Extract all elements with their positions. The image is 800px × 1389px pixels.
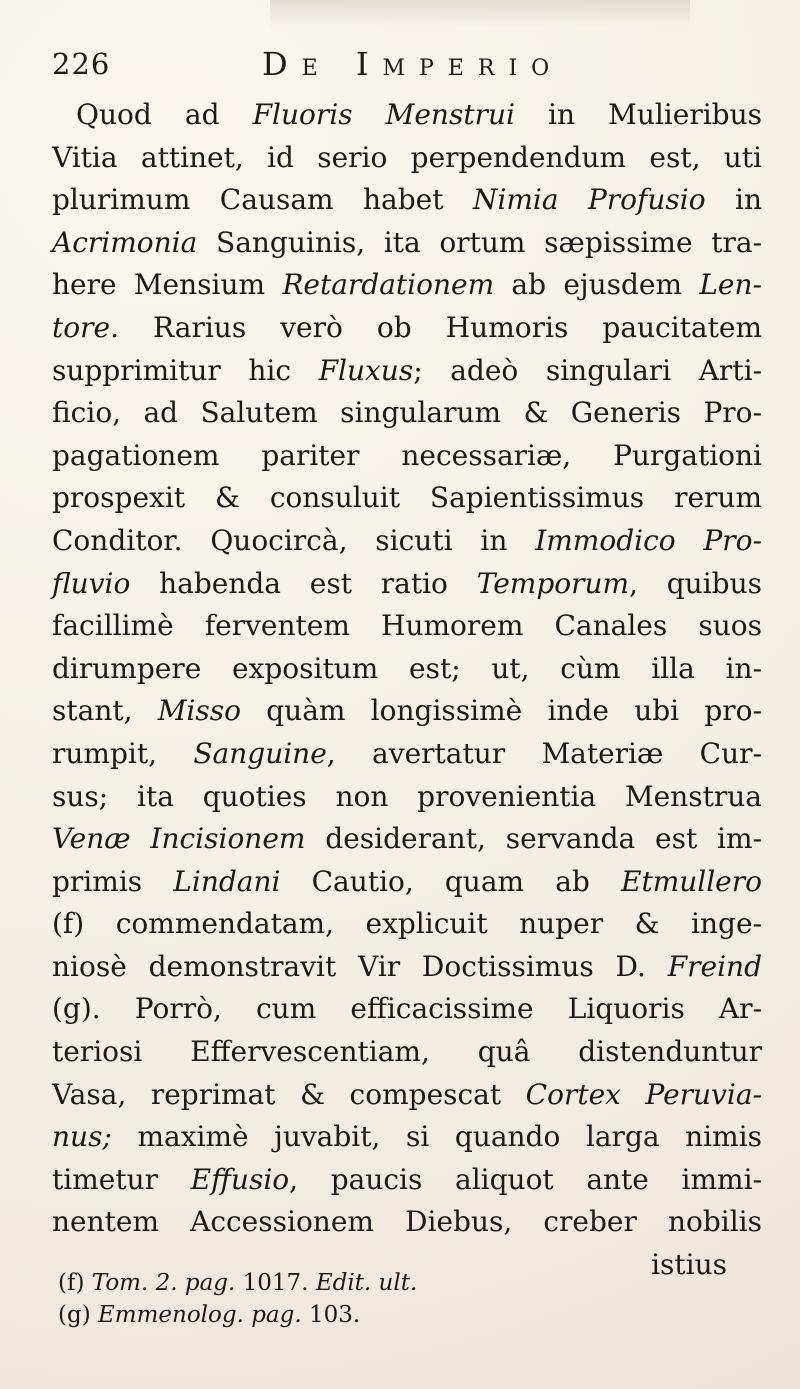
italic-segment: Effusio: [190, 1162, 290, 1196]
text-line: [52, 988, 762, 1031]
text-line: [52, 733, 762, 776]
text-segment: habenda est ratio: [130, 566, 477, 600]
text-line: [52, 222, 762, 265]
text-line: [52, 392, 762, 435]
italic-segment: fluvio: [52, 566, 131, 600]
text-segment: dirumpere expositum est; ut, cùm illa in-: [52, 651, 762, 685]
text-segment: prospexit & consuluit Sapientissimus rerum: [52, 481, 762, 515]
text-segment: primis: [52, 864, 174, 898]
text-segment: Vasa, reprimat & compescat: [52, 1077, 526, 1111]
text-line: [52, 477, 762, 520]
page-header: [52, 45, 752, 89]
text-segment: pagationem pariter necessariæ, Purgationi: [52, 438, 762, 472]
italic-segment: Retardationem: [282, 268, 495, 302]
footnotes: [52, 1267, 752, 1331]
text-line: [52, 648, 762, 691]
running-head: De Imperio: [262, 45, 564, 83]
footnote: [52, 1299, 752, 1331]
italic-segment: Fluoris Menstrui: [252, 98, 515, 131]
italic-segment: Fluxus: [318, 353, 414, 387]
text-segment: istius: [651, 1248, 727, 1282]
text-segment: nentem Accessionem Diebus, creber nobilis: [52, 1205, 762, 1239]
text-line: [52, 605, 762, 648]
text-line: [52, 179, 762, 222]
text-line: [52, 264, 762, 307]
italic-segment: Temporum: [476, 566, 630, 600]
text-segment: ficio, ad Salutem singularum & Generis Pro-: [52, 396, 762, 430]
text-line: [52, 520, 762, 563]
text-segment: in: [705, 183, 763, 217]
text-segment: stant,: [52, 694, 158, 728]
text-segment: (g): [58, 1302, 98, 1328]
text-line: [52, 1031, 762, 1074]
italic-segment: Edit. ult.: [315, 1270, 418, 1296]
text-line: [52, 1159, 762, 1202]
text-segment: sus; ita quoties non provenientia Menstrua: [52, 779, 762, 813]
text-line: [52, 776, 762, 819]
italic-segment: Freind: [667, 949, 762, 983]
text-line: [52, 94, 762, 137]
italic-segment: Lindani: [173, 864, 281, 898]
text-segment: Quod ad: [76, 98, 253, 131]
italic-segment: Immodico Pro-: [535, 523, 762, 557]
text-segment: , quibus: [629, 566, 763, 600]
text-segment: niosè demonstravit Vir Doctissimus D.: [52, 949, 668, 983]
text-segment: rumpit,: [52, 736, 194, 770]
italic-segment: Tom. 2. pag.: [91, 1270, 236, 1296]
text-segment: in Mulieribus: [514, 98, 762, 131]
text-line: [52, 861, 762, 904]
text-line: [52, 137, 762, 180]
italic-segment: Nimia Profusio: [472, 183, 706, 217]
italic-segment: Misso: [157, 694, 241, 728]
text-line: [52, 690, 762, 733]
italic-segment: tore.: [52, 310, 119, 344]
text-segment: timetur: [52, 1162, 191, 1196]
text-line: [52, 946, 762, 989]
italic-segment: Emmenolog. pag.: [97, 1302, 302, 1328]
italic-segment: Sanguine: [193, 736, 327, 770]
text-segment: plurimum Causam habet: [52, 183, 473, 217]
text-segment: ab ejusdem: [494, 268, 700, 302]
text-line: [52, 350, 762, 393]
italic-segment: Len-: [699, 268, 762, 302]
text-line: [52, 435, 762, 478]
page-number: 226: [52, 47, 111, 81]
text-segment: , avertatur Materiæ Cur-: [326, 736, 762, 770]
text-segment: (f) commendatam, explicuit nuper & inge-: [52, 907, 762, 941]
italic-segment: nus;: [52, 1120, 112, 1154]
text-segment: maximè juvabit, si quando larga nimis: [111, 1120, 762, 1154]
text-line: [52, 1074, 762, 1117]
body-text: [52, 94, 762, 1287]
text-line: [52, 818, 762, 861]
italic-segment: Venæ Incisionem: [52, 822, 306, 856]
text-line: [52, 563, 762, 606]
text-line: [52, 1201, 762, 1244]
text-line: [52, 903, 762, 946]
text-segment: Conditor. Quocircà, sicuti in: [52, 523, 536, 557]
text-segment: here Mensium: [52, 268, 283, 302]
text-segment: supprimitur hic: [52, 353, 319, 387]
italic-segment: Acrimonia: [52, 225, 198, 259]
text-segment: 103.: [301, 1302, 361, 1328]
text-segment: teriosi Effervescentiam, quâ distenduntur: [52, 1035, 762, 1069]
text-line: [52, 307, 762, 350]
text-segment: (f): [58, 1270, 92, 1296]
text-segment: 1017.: [235, 1270, 316, 1296]
footnote: [52, 1267, 752, 1299]
text-segment: Rarius verò ob Humoris paucitatem: [118, 310, 762, 344]
page-stain: [270, 0, 690, 28]
text-line: [52, 1116, 762, 1159]
italic-segment: Cortex Peruvia-: [525, 1077, 762, 1111]
text-segment: (g). Porrò, cum efficacissime Liquoris Ar-: [52, 992, 762, 1026]
text-segment: facillimè ferventem Humorem Canales suos: [52, 609, 762, 643]
text-segment: Sanguinis, ita ortum sæpissime tra-: [197, 225, 762, 259]
text-segment: desiderant, servanda est im-: [305, 822, 762, 856]
text-segment: ; adeò singulari Arti-: [413, 353, 762, 387]
text-segment: quàm longissimè inde ubi pro-: [240, 694, 762, 728]
italic-segment: Etmullero: [621, 864, 762, 898]
text-segment: , paucis aliquot ante immi-: [289, 1162, 762, 1196]
text-segment: Cautio, quam ab: [280, 864, 621, 898]
text-segment: Vitia attinet, id serio perpendendum est, uti: [52, 140, 762, 174]
